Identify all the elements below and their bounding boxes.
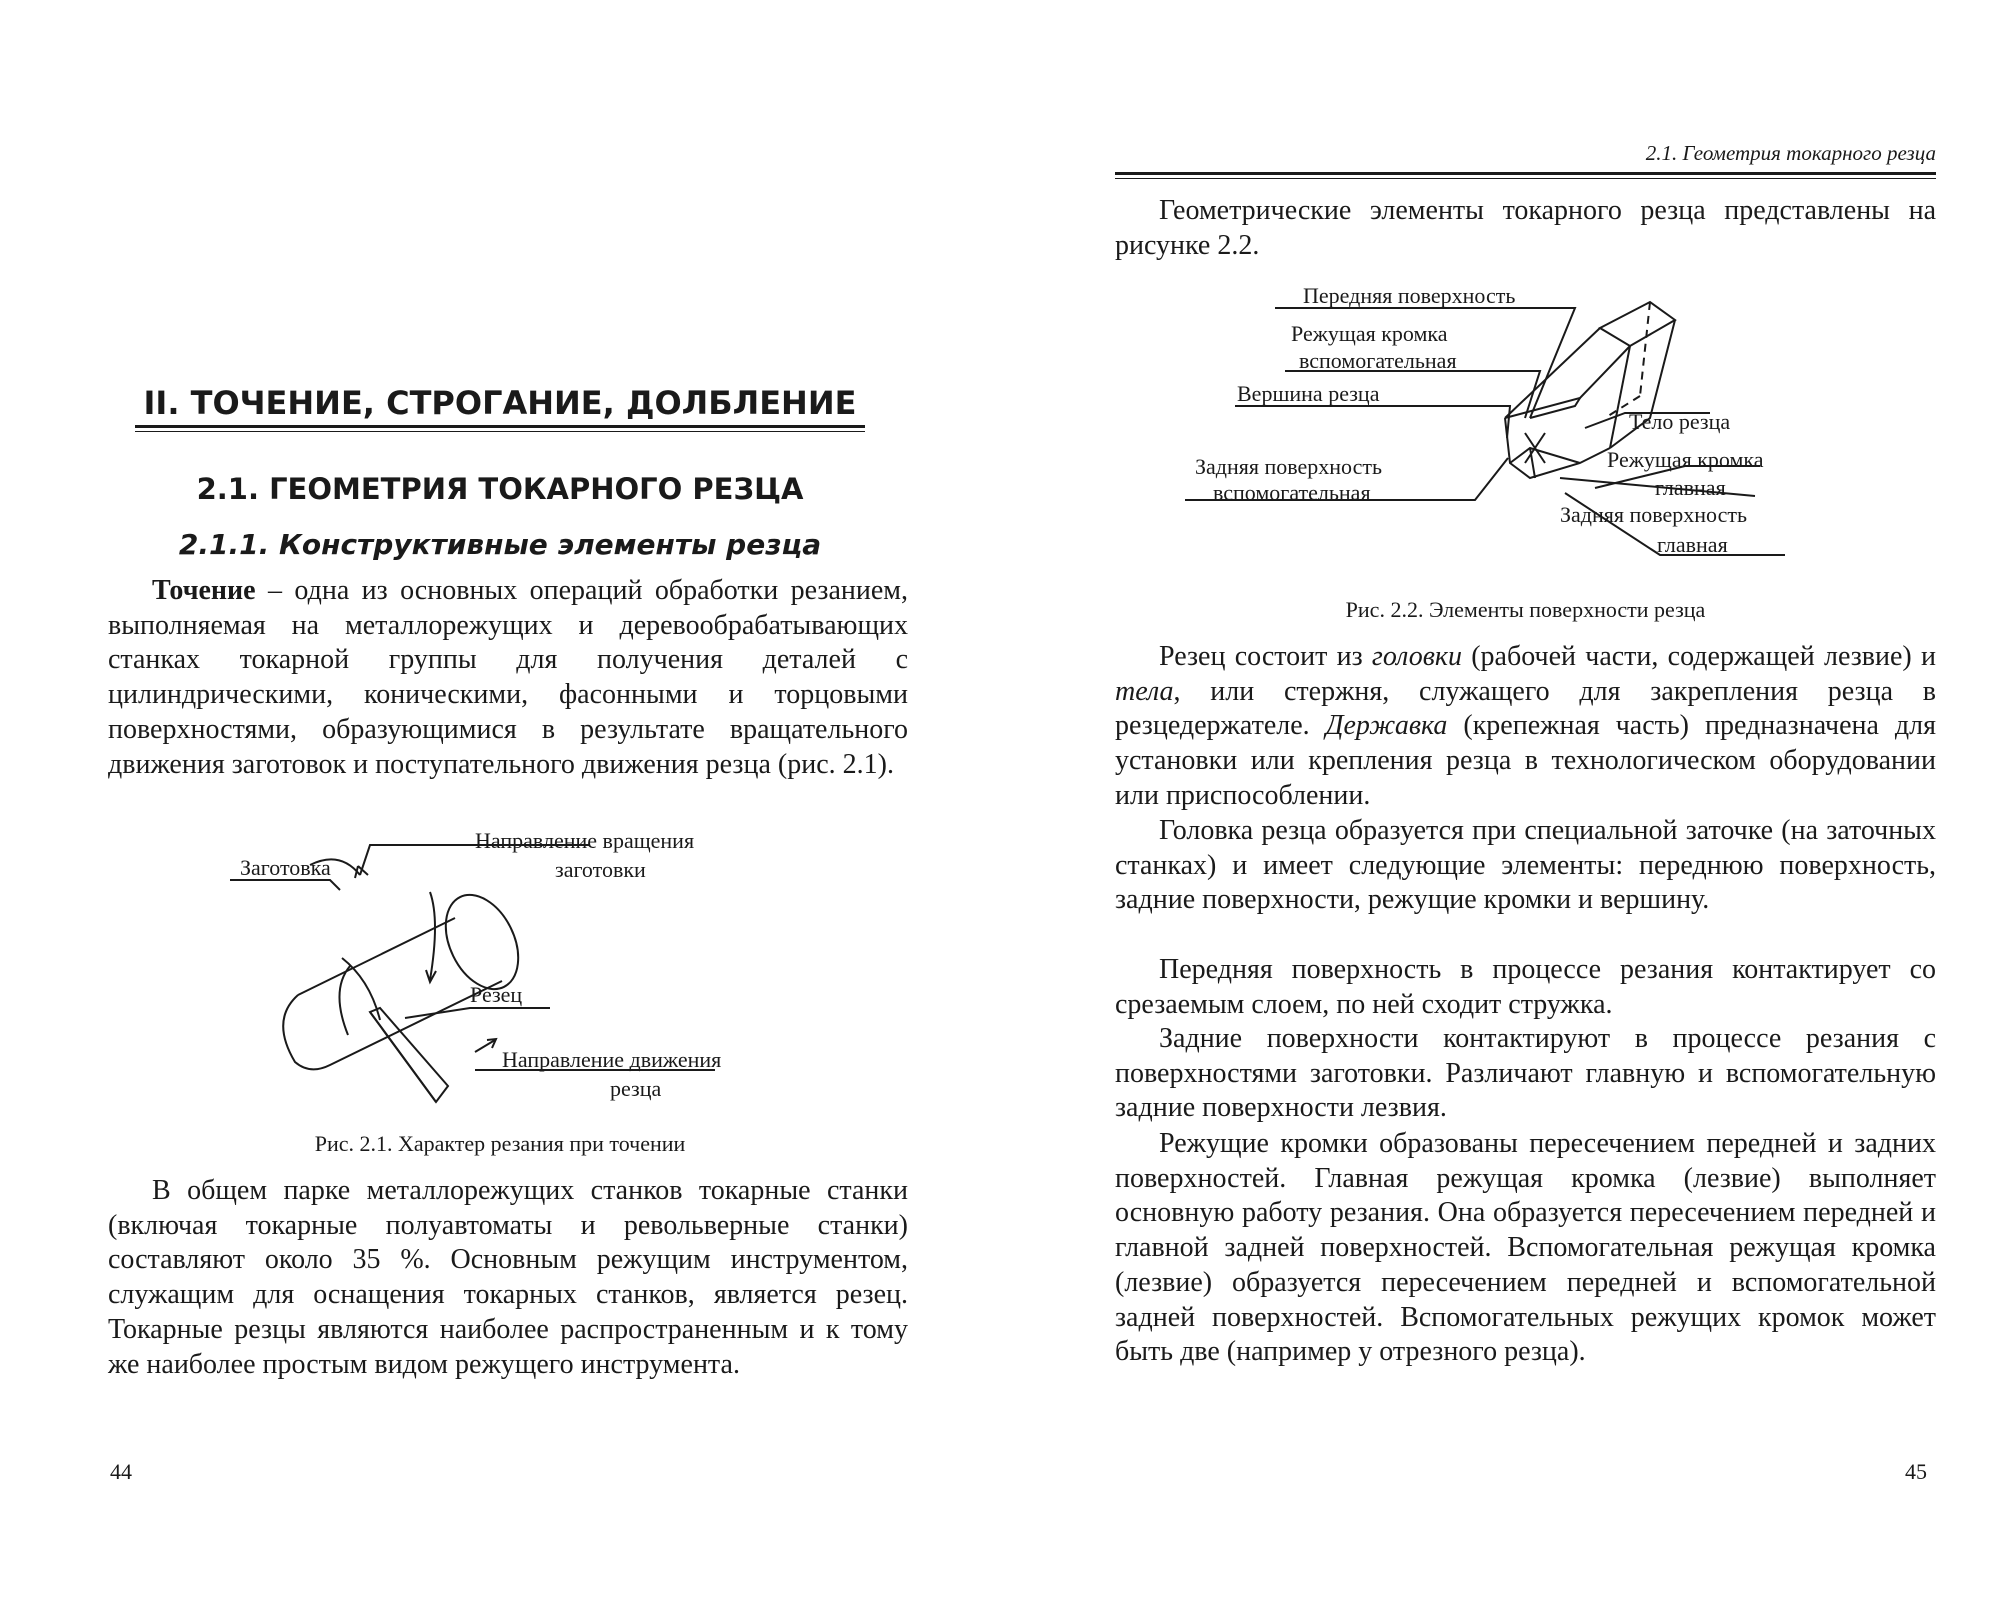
figure-cutter-elements (1185, 278, 1805, 563)
page-number-right: 45 (1905, 1459, 1927, 1484)
label-aux-edge-2: вспомогательная (1299, 348, 1457, 373)
label-tip: Вершина резца (1237, 381, 1380, 406)
term-turning: Точение (152, 575, 256, 606)
page-number-left: 44 (110, 1459, 132, 1484)
subsection-title: 2.1.1. Конструктивные элементы резца (178, 528, 822, 561)
paragraph-flank-surfaces: Задние поверхности контактируют в процессе резания с поверхностями заготовки. Различают главную и вспомогательную задние поверхности лезвия. (1115, 1023, 1936, 1124)
paragraph-cutter-parts-text-1: Резец состоит из (1159, 641, 1372, 672)
leader-tip (1235, 406, 1510, 438)
figure1-caption: Рис. 2.1. Характер резания при точении (314, 1131, 686, 1156)
label-main-edge-2: главная (1655, 475, 1726, 500)
paragraph-cutter-parts-text-2: (рабочей части, содержащей лезвие) и (1461, 641, 1936, 672)
paragraph-head: Головка резца образуется при специальной заточке (на заточных станках) и имеет следующие элементы: переднюю поверхность, задние поверхности, режущие кромки и вершину. (1115, 815, 1936, 916)
paragraph-turning-text: – одна из основных операций обработки резанием, выполняемая на металлорежущих и деревообрабатывающих станках токарной группы для получения деталей с цилиндрическими, коническими, фасонными и торцовыми поверхностями, образующимися в результате вращательного движения заготовок и поступательного движения резца (рис. 2.1). (108, 575, 908, 780)
paragraph-turning (108, 574, 908, 782)
label-main-flank-1: Задняя поверхность (1560, 502, 1748, 527)
label-front-surface: Передняя поверхность (1303, 283, 1516, 308)
term-head: головки (1371, 641, 1462, 672)
right-page (1000, 0, 2000, 1615)
paragraph-cutting-edges: Режущие кромки образованы пересечением передней и задних поверхностей. Главная режущая кромка (лезвие) выполняет основную работу резания. Она образуется пересечением передней и главной задней поверхностей. Вспомогательная режущая кромка (лезвие) образуется пересечением передней и вспомогательной задней поверхностей. Вспомогательных режущих кромок может быть две (например у отрезного резца). (1115, 1128, 1936, 1368)
label-workpiece: Заготовка (240, 855, 331, 880)
label-rotation-1: Направление вращения (475, 830, 695, 853)
label-feed-1: Направление движения (502, 1047, 722, 1072)
running-head: 2.1. Геометрия токарного резца (1645, 141, 1936, 165)
running-head-rule-thin (1115, 178, 1936, 179)
chapter-underline-thin (135, 431, 865, 432)
paragraph-front-surface: Передняя поверхность в процессе резания контактирует со срезаемым слоем, по ней сходит стружка. (1115, 954, 1936, 1020)
section-title: 2.1. ГЕОМЕТРИЯ ТОКАРНОГО РЕЗЦА (196, 472, 804, 506)
paragraph-lathe-park: В общем парке металлорежущих станков токарные станки (включая токарные полуавтоматы и револьверные станки) составляют около 35 %. Основным режущим инструментом, служащим для оснащения токарных станков, является резец. Токарные резцы являются наиболее распространенным и к тому же наиболее простым видом режущего инструмента. (108, 1175, 908, 1380)
label-aux-edge-1: Режущая кромка (1291, 321, 1448, 346)
running-head-rule-thick (1115, 172, 1936, 175)
leader-cutter (405, 1008, 550, 1018)
chapter-underline (135, 425, 865, 428)
label-aux-flank-2: вспомогательная (1213, 480, 1371, 505)
leader-workpiece (230, 880, 340, 890)
cutter-shank (1600, 302, 1675, 346)
term-holder: Державка (1325, 710, 1448, 742)
figure2-caption: Рис. 2.2. Элементы поверхности резца (1345, 597, 1706, 622)
label-feed-2: резца (610, 1076, 662, 1101)
label-cutter: Резец (470, 982, 523, 1007)
chapter-title: II. ТОЧЕНИЕ, СТРОГАНИЕ, ДОЛБЛЕНИЕ (143, 384, 857, 422)
label-main-edge-1: Режущая кромка (1607, 447, 1764, 472)
label-main-flank-2: главная (1657, 532, 1728, 557)
paragraph-intro: Геометрические элементы токарного резца представлены на рисунке 2.2. (1115, 195, 1936, 261)
label-rotation-2: заготовки (555, 857, 646, 882)
figure-turning-diagram (230, 830, 800, 1112)
label-body: Тело резца (1629, 409, 1731, 434)
term-body: тела (1115, 675, 1174, 707)
paragraph-cutter-parts-text-3: , или стержня, служащего для закрепления резца в резцедержателе. (1115, 675, 1936, 742)
paragraph-cutter-parts-text-4: (крепежная часть) предназначена для установки или крепления резца в технологическом оборудовании или приспособлении. (1115, 710, 1936, 811)
workpiece-step (339, 966, 350, 1035)
label-aux-flank-1: Задняя поверхность (1195, 454, 1383, 479)
cutter-body (370, 1008, 448, 1102)
paragraph-cutter-parts (1115, 640, 1936, 814)
